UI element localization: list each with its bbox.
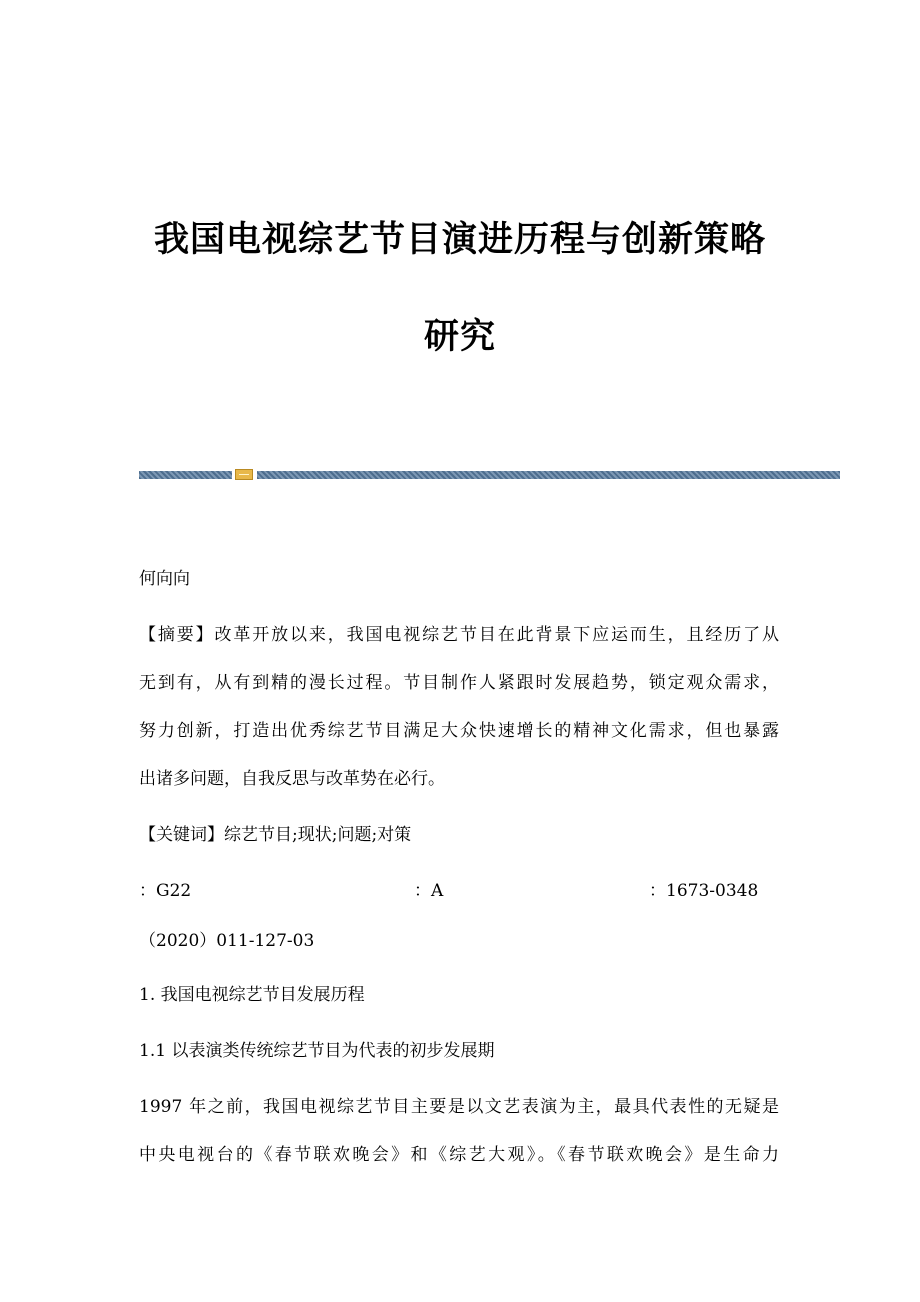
divider-ornament-icon xyxy=(235,469,253,480)
body-line: 1997 年之前，我国电视综艺节目主要是以文艺表演为主，最具代表性的无疑是 xyxy=(139,1097,779,1117)
author: 何向向 xyxy=(139,569,190,589)
clc-number: ：G22 xyxy=(139,881,192,901)
classification-row xyxy=(139,867,779,915)
keywords: 【关键词】综艺节目;现状;问题;对策 xyxy=(139,825,412,845)
document-code: ：A xyxy=(414,881,444,901)
title-line-2: 研究 xyxy=(423,317,496,357)
abstract-line: 无到有，从有到精的漫长过程。节目制作人紧跟时发展趋势，锁定观众需求， xyxy=(139,673,779,693)
abstract-line: 努力创新，打造出优秀综艺节目满足大众快速增长的精神文化需求，但也暴露 xyxy=(139,721,779,741)
abstract-line: 出诸多问题，自我反思与改革势在必行。 xyxy=(139,769,445,789)
divider-left xyxy=(139,471,232,479)
section-1-1-heading: 1.1 以表演类传统综艺节目为代表的初步发展期 xyxy=(139,1041,495,1061)
article-number: （2020）011-127-03 xyxy=(139,931,315,951)
body-paragraph xyxy=(139,1083,779,1179)
abstract xyxy=(139,611,779,803)
issn: ：1673-0348 xyxy=(649,881,759,901)
title-line-1: 我国电视综艺节目演进历程与创新策略 xyxy=(153,220,766,260)
divider-right xyxy=(257,471,840,479)
abstract-line: 【摘要】改革开放以来，我国电视综艺节目在此背景下应运而生，且经历了从 xyxy=(139,625,779,645)
section-1-heading: 1. 我国电视综艺节目发展历程 xyxy=(139,985,365,1005)
body-line: 中央电视台的《春节联欢晚会》和《综艺大观》。《春节联欢晚会》是生命力 xyxy=(139,1145,779,1165)
